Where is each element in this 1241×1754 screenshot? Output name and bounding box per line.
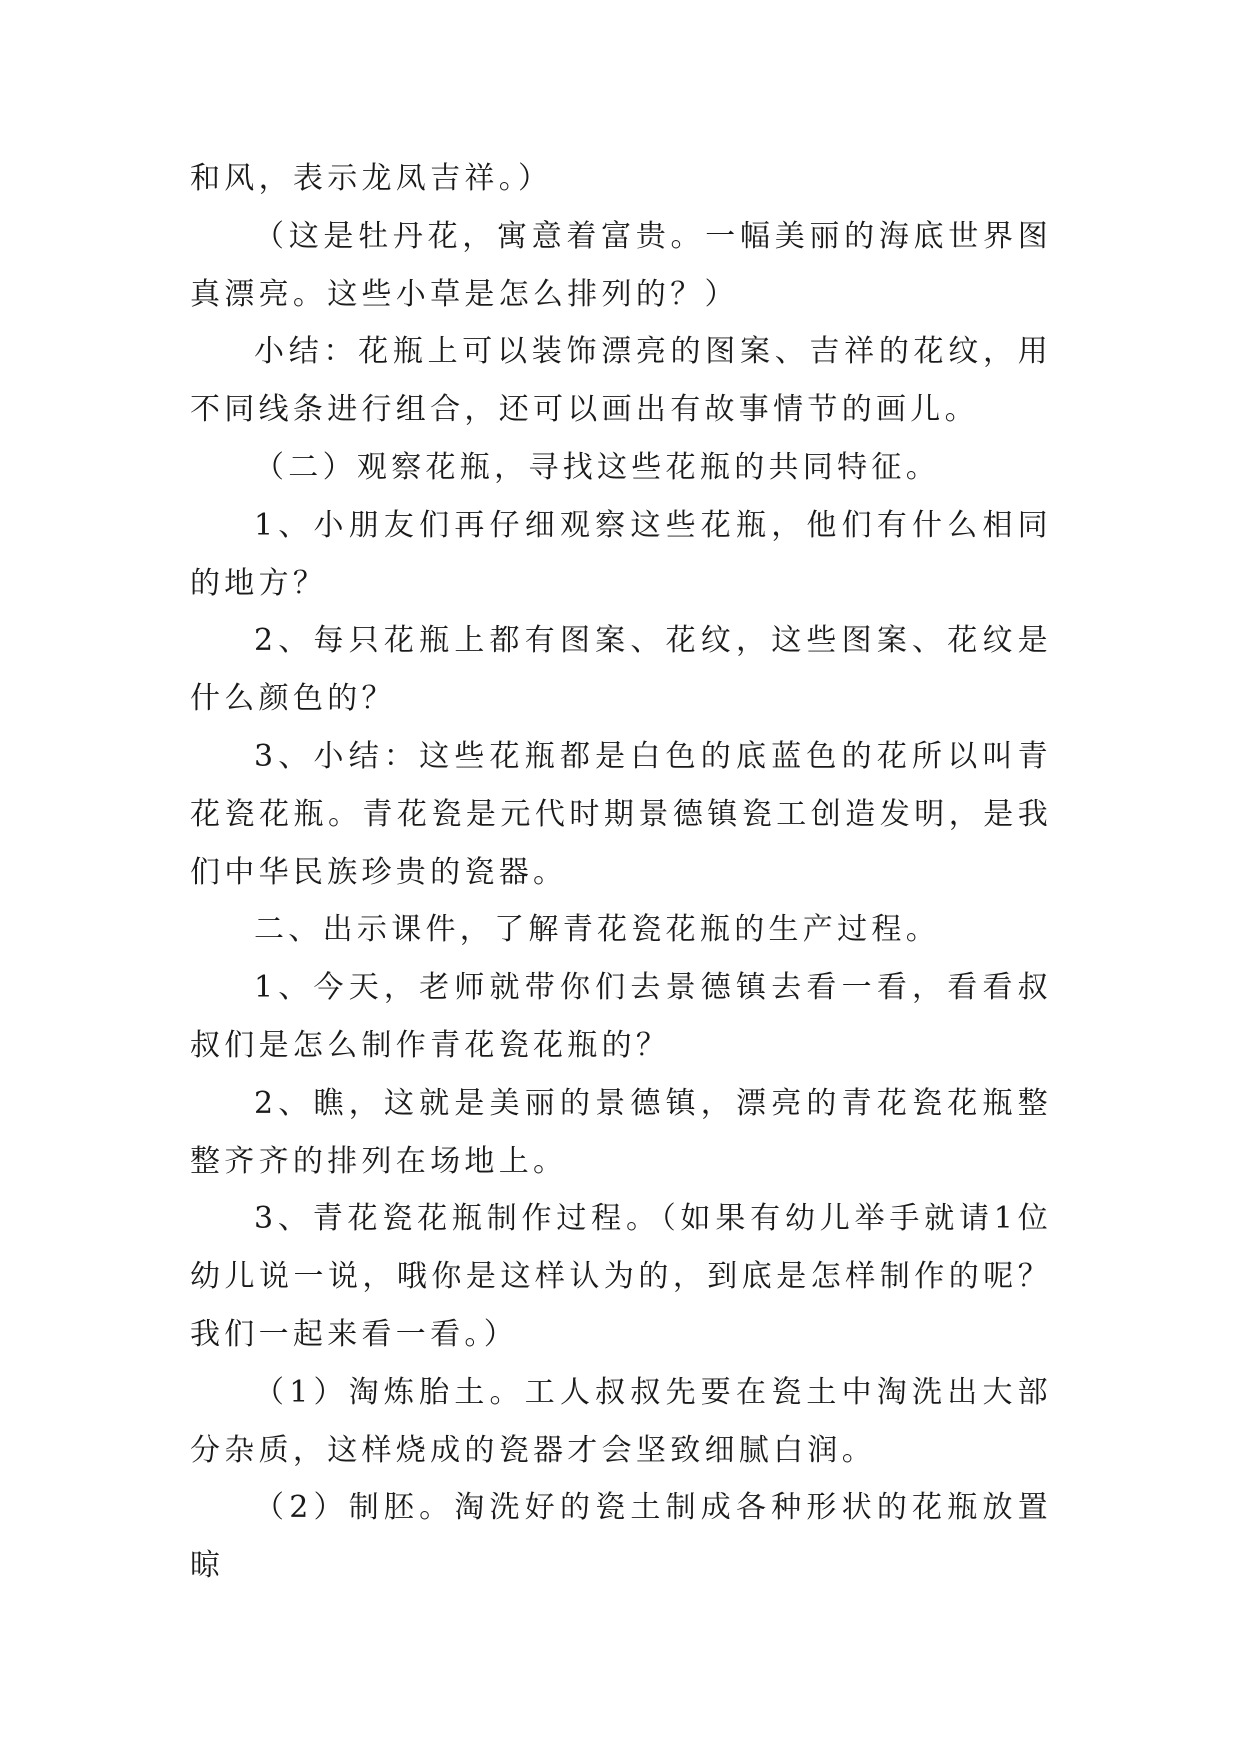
paragraph-peony-note: （这是牡丹花，寓意着富贵。一幅美丽的海底世界图真漂亮。这些小草是怎么排列的？） xyxy=(190,218,1052,312)
list-item-3-summary: 3、小结：这些花瓶都是白色的底蓝色的花所以叫青花瓷花瓶。青花瓷是元代时期景德镇瓷工创造发明，是我们中华民族珍贵的瓷器。 xyxy=(190,738,1052,890)
list-item-1-common: 1、小朋友们再仔细观察这些花瓶，他们有什么相同的地方？ xyxy=(190,507,1052,601)
list-item-2-color: 2、每只花瓶上都有图案、花纹，这些图案、花纹是什么颜色的？ xyxy=(190,623,1052,717)
section-heading-observe: （二）观察花瓶，寻找这些花瓶的共同特征。 xyxy=(254,449,940,485)
paragraph-continuation: 和风，表示龙凤吉祥。） xyxy=(190,161,553,196)
list-item-1-jingdezhen: 1、今天，老师就带你们去景德镇去看一看，看看叔叔们是怎么制作青花瓷花瓶的？ xyxy=(190,970,1052,1063)
document-body xyxy=(190,150,1052,1595)
step-2-blank: （2）制胚。淘洗好的瓷土制成各种形状的花瓶放置晾 xyxy=(190,1490,1052,1584)
step-1-clay: （1）淘炼胎土。工人叔叔先要在瓷土中淘洗出大部分杂质，这样烧成的瓷器才会坚致细腻白润。 xyxy=(190,1374,1052,1468)
paragraph-summary-decoration: 小结：花瓶上可以装饰漂亮的图案、吉祥的花纹，用不同线条进行组合，还可以画出有故事情节的画儿。 xyxy=(190,334,1052,428)
section-heading-process: 二、出示课件，了解青花瓷花瓶的生产过程。 xyxy=(254,912,940,948)
list-item-3-process: 3、青花瓷花瓶制作过程。（如果有幼儿举手就请1位幼儿说一说，哦你是这样认为的，到底是怎样制作的呢？我们一起来看一看。） xyxy=(190,1201,1052,1352)
list-item-2-look: 2、瞧，这就是美丽的景德镇，漂亮的青花瓷花瓶整整齐齐的排列在场地上。 xyxy=(190,1085,1052,1179)
